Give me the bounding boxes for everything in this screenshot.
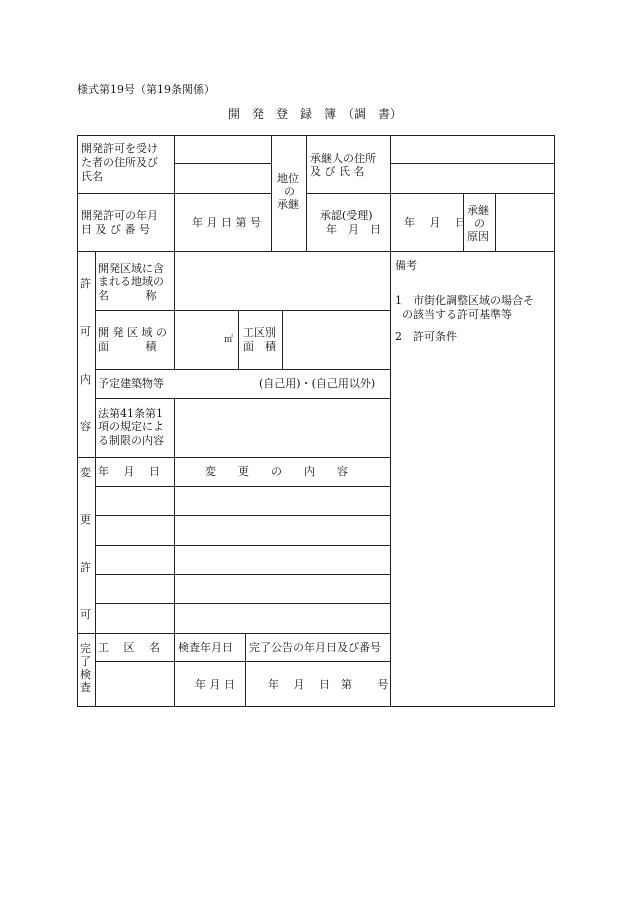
line xyxy=(95,310,390,311)
completion-char-2: 了 xyxy=(80,655,91,668)
restriction-label-3: る制限の内容 xyxy=(98,434,164,447)
area-unit: ㎡ xyxy=(224,335,234,345)
line xyxy=(174,193,175,251)
inspection-date-value: 年 月 日 xyxy=(195,678,235,691)
line xyxy=(95,603,390,604)
permit-date-label-2: 日 及 び 番 号 xyxy=(81,223,150,236)
change-content-header: 変 更 の 内 容 xyxy=(205,465,348,478)
area-name-label-2: まれる地域の xyxy=(98,275,164,288)
approval-value: 年 月 日 xyxy=(404,216,466,229)
succession-cause-label-3: 原因 xyxy=(467,230,489,243)
line xyxy=(95,574,390,575)
line xyxy=(95,398,390,399)
planned-buildings-label: 予定建築物等 xyxy=(98,377,164,390)
change-permit-char-3: 許 xyxy=(80,561,91,574)
line xyxy=(495,193,496,251)
line xyxy=(95,486,390,487)
line xyxy=(245,633,246,707)
line xyxy=(95,369,390,370)
change-permit-char-4: 可 xyxy=(80,608,91,621)
successor-label-2: 及 び 氏 名 xyxy=(310,165,365,178)
line xyxy=(238,310,239,369)
applicant-label-1: 開発許可を受け xyxy=(81,142,158,155)
completion-char-3: 検 xyxy=(80,668,91,681)
line xyxy=(390,193,391,251)
area-size-label-2: 面 積 xyxy=(98,340,157,353)
line xyxy=(77,251,555,252)
line xyxy=(390,135,391,193)
change-permit-char-2: 更 xyxy=(80,513,91,526)
zone-area-label-2: 面 積 xyxy=(243,340,276,353)
status-succession-label-3: 承継 xyxy=(277,198,299,211)
planned-buildings-value: (自己用)・(自己用以外) xyxy=(259,377,376,390)
status-succession-label-2: の xyxy=(284,185,295,198)
inspection-date-header: 検査年月日 xyxy=(178,641,233,654)
approval-label-2: 年 月 日 xyxy=(326,223,381,236)
line xyxy=(174,135,175,193)
form-number: 様式第19号（第19条関係） xyxy=(77,83,215,96)
line xyxy=(390,251,391,707)
line xyxy=(282,310,283,369)
restriction-label-1: 法第41条第1 xyxy=(98,407,163,420)
line xyxy=(77,633,390,634)
succession-cause-label-1: 承継 xyxy=(467,204,489,217)
line xyxy=(174,251,175,310)
area-name-label-3: 名 称 xyxy=(98,289,157,302)
permit-content-char-1: 許 xyxy=(80,277,91,290)
line xyxy=(95,661,390,662)
line xyxy=(95,515,390,516)
notice-header: 完了公告の年月日及び番号 xyxy=(249,641,381,654)
permit-content-char-4: 容 xyxy=(80,420,91,433)
remark-1-line-1: 1 市街化調整区域の場合そ xyxy=(395,294,534,307)
permit-content-char-3: 内 xyxy=(80,373,91,386)
applicant-label-3: 氏名 xyxy=(81,170,103,183)
notice-value: 年 月 日 第 号 xyxy=(268,678,389,691)
applicant-label-2: た者の住所及び xyxy=(81,156,158,169)
restriction-label-2: 項の規定によ xyxy=(98,420,164,433)
approval-label-1: 承認(受理) xyxy=(320,209,373,222)
permit-date-label-1: 開発許可の年月 xyxy=(81,209,158,222)
line xyxy=(306,193,555,194)
remark-2: 2 許可条件 xyxy=(395,330,457,343)
line xyxy=(390,163,555,164)
line xyxy=(271,135,272,251)
line xyxy=(95,251,96,707)
line xyxy=(95,545,390,546)
permit-content-char-2: 可 xyxy=(80,325,91,338)
page-title: 開 発 登 録 簿 （調 書） xyxy=(228,107,403,121)
line xyxy=(77,457,390,458)
change-permit-char-1: 変 xyxy=(80,466,91,479)
completion-char-1: 完 xyxy=(80,642,91,655)
line xyxy=(174,310,175,369)
zone-name-header: 工 区 名 xyxy=(98,641,160,654)
succession-cause-label-2: の xyxy=(474,217,485,230)
permit-date-value: 年 月 日 第 号 xyxy=(192,216,261,229)
completion-char-4: 査 xyxy=(80,681,91,694)
area-name-label-1: 開発区域に含 xyxy=(98,262,164,275)
area-size-label-1: 開 発 区 域 の xyxy=(98,326,167,339)
line xyxy=(174,398,175,707)
line xyxy=(174,163,271,164)
successor-label-1: 承継人の住所 xyxy=(310,152,376,165)
status-succession-label-1: 地位 xyxy=(277,172,299,185)
line xyxy=(306,135,307,251)
remark-1-line-2: の該当する許可基準等 xyxy=(402,308,512,321)
zone-area-label-1: 工区別 xyxy=(243,326,276,339)
change-date-header: 年 月 日 xyxy=(98,465,160,478)
remarks-title: 備考 xyxy=(395,259,417,272)
